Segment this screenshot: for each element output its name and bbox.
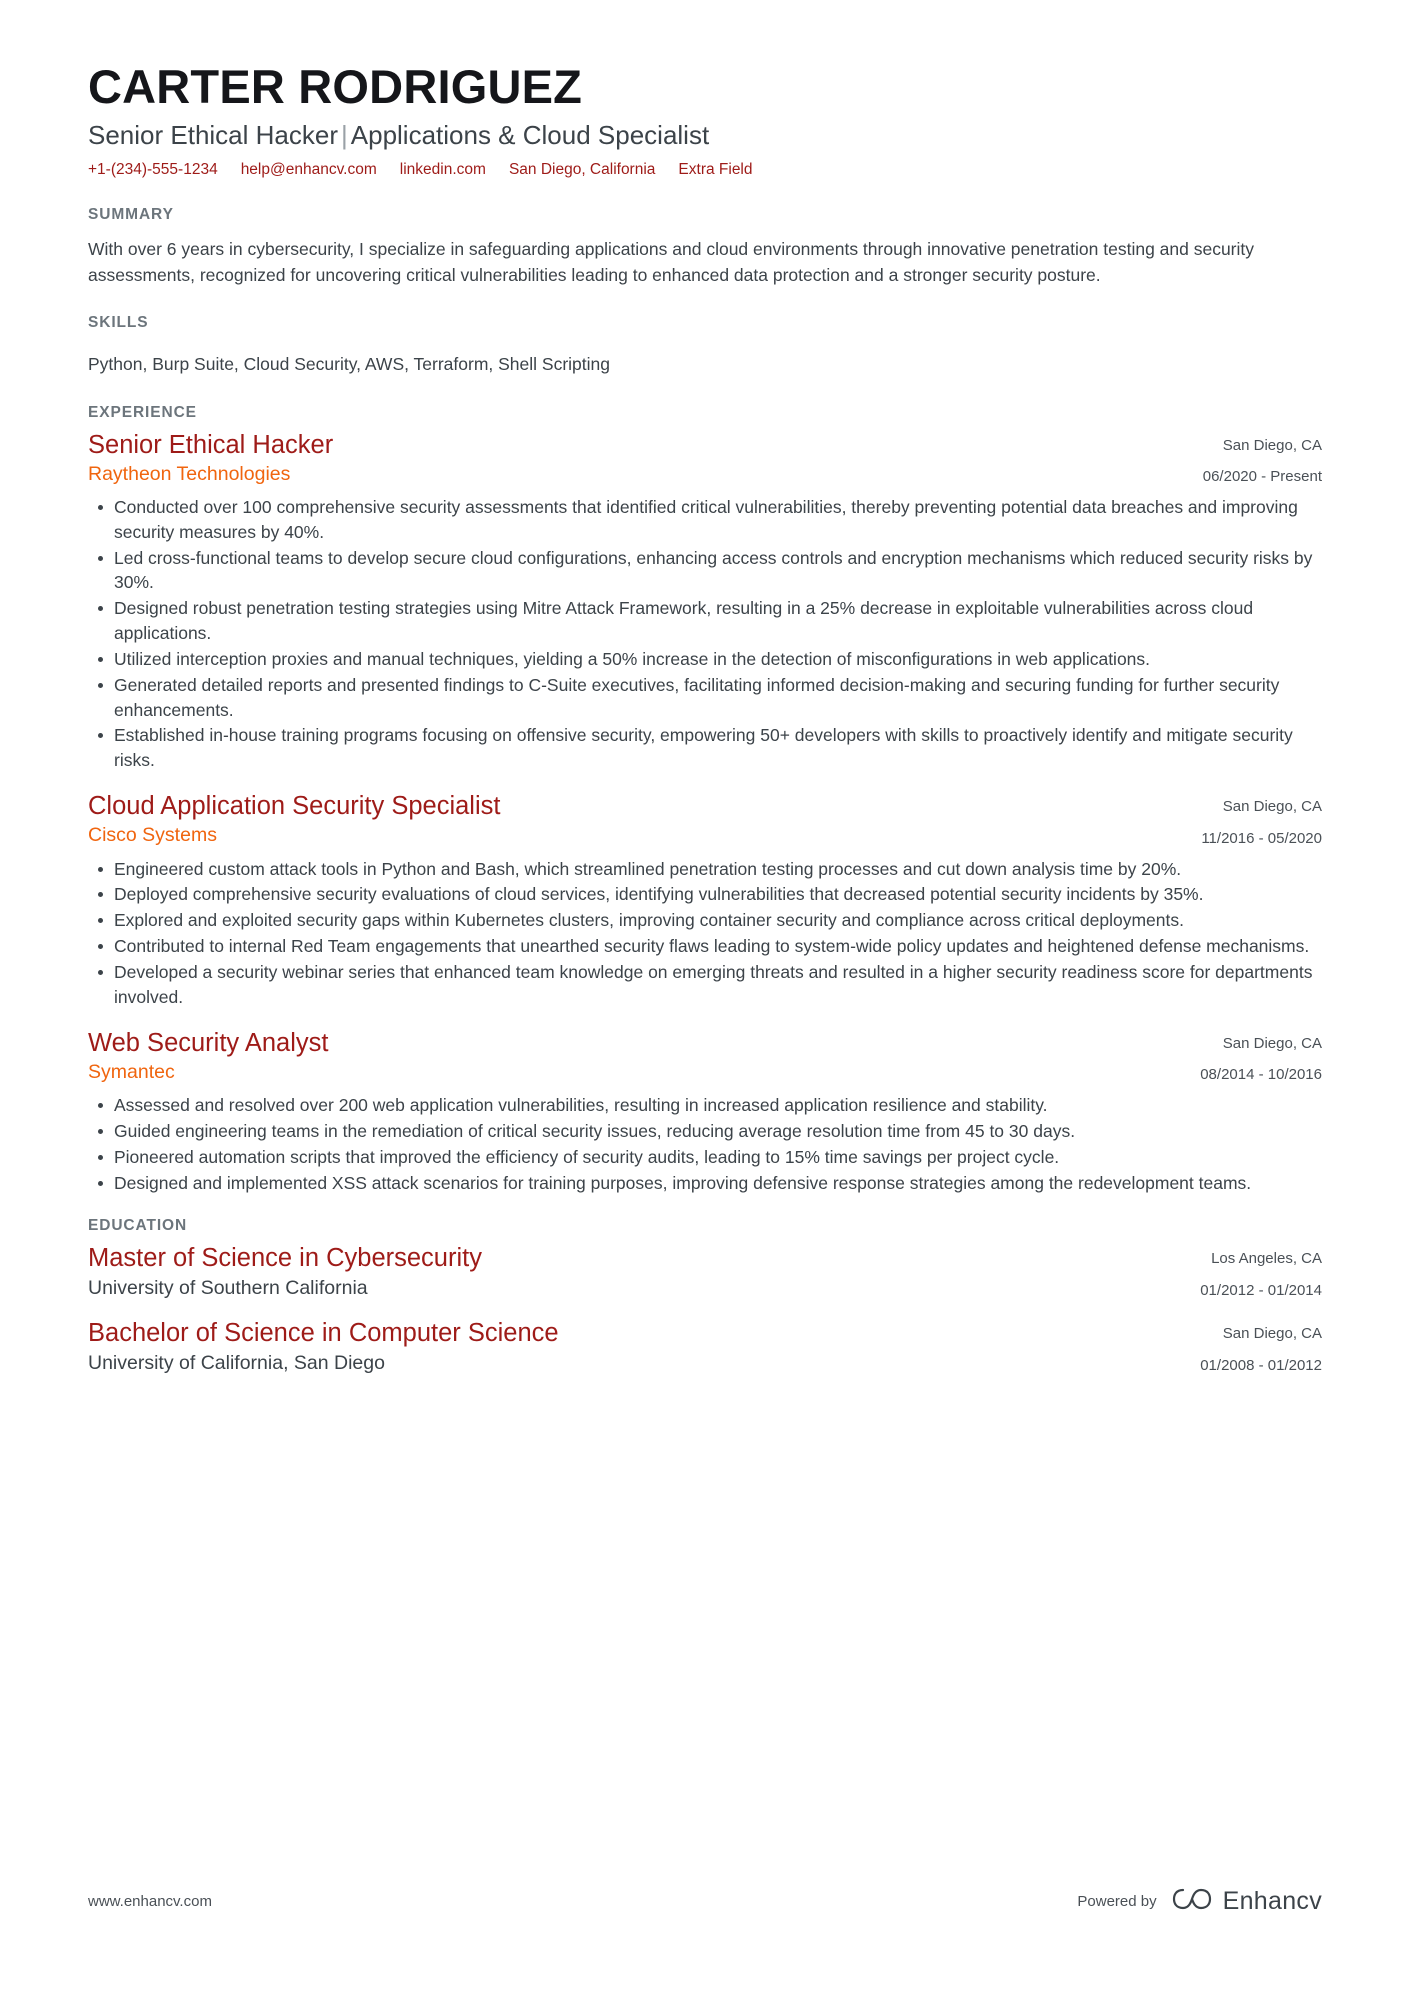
job-dates: 11/2016 - 05/2020	[1201, 829, 1322, 847]
job-bullet: Utilized interception proxies and manual techniques, yielding a 50% increase in the detection of misconfigurations in web applications.	[88, 647, 1322, 672]
job-location: San Diego, CA	[1222, 1034, 1322, 1052]
contact-linkedin[interactable]: linkedin.com	[399, 161, 486, 179]
job-bullet: Deployed comprehensive security evaluations of cloud services, identifying vulnerabilities that decreased potential security incidents by 35%.	[88, 882, 1322, 907]
job-bullet: Designed and implemented XSS attack scenarios for training purposes, improving defensive response strategies among the redevelopment teams.	[88, 1171, 1322, 1196]
summary-section	[88, 206, 1322, 288]
contact-location[interactable]: San Diego, California	[508, 161, 656, 179]
job-title: Cloud Application Security Specialist	[88, 792, 501, 821]
experience-entry-meta	[1181, 430, 1322, 488]
education-section	[88, 1217, 1322, 1376]
job-bullet-list	[88, 495, 1322, 773]
job-bullet: Conducted over 100 comprehensive security assessments that identified critical vulnerabilities, thereby preventing potential data breaches and improving security measures by 40%.	[88, 495, 1322, 545]
experience-heading: EXPERIENCE	[88, 403, 197, 421]
job-bullet: Contributed to internal Red Team engagements that unearthed security flaws leading to system-wide policy updates and heightened defense mechanisms.	[88, 934, 1322, 959]
education-heading: EDUCATION	[88, 1217, 188, 1235]
education-entry	[88, 1243, 1322, 1301]
headline-separator: |	[341, 119, 348, 150]
experience-entry	[88, 430, 1322, 774]
skills-heading: SKILLS	[88, 314, 149, 332]
job-bullet: Established in-house training programs focusing on offensive security, empowering 50+ developers with skills to proactively identify and mitigate security risks.	[88, 723, 1322, 773]
job-dates: 06/2020 - Present	[1202, 468, 1322, 486]
contact-row	[88, 160, 1322, 180]
experience-entry-main	[88, 430, 1181, 487]
degree-title: Master of Science in Cybersecurity	[88, 1244, 482, 1273]
contact-email[interactable]: help@enhancv.com	[240, 161, 377, 179]
company-name: Raytheon Technologies	[88, 462, 291, 485]
school-name: University of California, San Diego	[88, 1351, 385, 1374]
resume-header	[88, 62, 1322, 180]
job-bullet: Assessed and resolved over 200 web application vulnerabilities, resulting in increased application resilience and stability.	[88, 1093, 1322, 1118]
company-name: Symantec	[88, 1060, 175, 1083]
powered-by-label: Powered by	[1077, 1893, 1157, 1910]
job-title: Web Security Analyst	[88, 1028, 329, 1057]
education-entry-meta	[1178, 1318, 1322, 1376]
job-bullet: Explored and exploited security gaps within Kubernetes clusters, improving container security and compliance across critical deployments.	[88, 908, 1322, 933]
job-bullet-list	[88, 857, 1322, 1010]
headline-left: Senior Ethical Hacker	[88, 119, 338, 150]
contact-extra-field[interactable]: Extra Field	[678, 161, 753, 179]
school-location: Los Angeles, CA	[1211, 1250, 1322, 1268]
enhancv-infinity-icon	[1171, 1886, 1213, 1917]
summary-text: With over 6 years in cybersecurity, I specialize in safeguarding applications and cloud environments through innovative penetration testing and security assessments, recognized for uncovering critical vulnerabilities leading to enhanced data protection and a stronger security posture.	[88, 239, 1255, 285]
experience-section	[88, 404, 1322, 1196]
footer-branding	[1077, 1886, 1322, 1917]
school-dates: 01/2012 - 01/2014	[1200, 1282, 1322, 1300]
company-name: Cisco Systems	[88, 824, 217, 847]
footer-website-link[interactable]: www.enhancv.com	[88, 1893, 212, 1910]
enhancv-wordmark: Enhancv	[1222, 1887, 1322, 1915]
skills-list: Python, Burp Suite, Cloud Security, AWS, Terraform, Shell Scripting	[88, 354, 610, 375]
job-bullet: Engineered custom attack tools in Python and Bash, which streamlined penetration testing processes and cut down analysis time by 20%.	[88, 857, 1322, 882]
contact-phone[interactable]: +1-(234)-555-1234	[88, 161, 218, 179]
education-entry-main	[88, 1318, 1178, 1376]
skills-section	[88, 314, 1322, 377]
job-title: Senior Ethical Hacker	[88, 430, 334, 459]
page-title: CARTER RODRIGUEZ	[88, 60, 583, 113]
education-entry-main	[88, 1243, 1178, 1301]
job-bullet: Led cross-functional teams to develop secure cloud configurations, enhancing access controls and encryption mechanisms which reduced security risks by 30%.	[88, 546, 1322, 596]
job-bullet: Developed a security webinar series that enhanced team knowledge on emerging threats and resulted in a higher security readiness score for departments involved.	[88, 960, 1322, 1010]
job-bullet: Pioneered automation scripts that improved the efficiency of security audits, leading to 15% time savings per project cycle.	[88, 1145, 1322, 1170]
job-dates: 08/2014 - 10/2016	[1200, 1066, 1322, 1084]
education-entry-header	[88, 1318, 1322, 1376]
school-location: San Diego, CA	[1222, 1324, 1322, 1342]
job-location: San Diego, CA	[1222, 798, 1322, 816]
experience-entry-header	[88, 791, 1322, 849]
summary-heading: SUMMARY	[88, 206, 174, 224]
experience-entry-list	[88, 430, 1322, 1196]
education-entry-meta	[1178, 1243, 1322, 1301]
education-entry	[88, 1318, 1322, 1376]
enhancv-logo	[1171, 1886, 1322, 1917]
experience-entry	[88, 1028, 1322, 1196]
experience-entry-meta	[1179, 791, 1322, 849]
job-bullet: Designed robust penetration testing strategies using Mitre Attack Framework, resulting in a 25% decrease in exploitable vulnerabilities across cloud applications.	[88, 596, 1322, 646]
school-name: University of Southern California	[88, 1277, 368, 1300]
experience-entry-header	[88, 1028, 1322, 1086]
degree-title: Bachelor of Science in Computer Science	[88, 1318, 559, 1347]
experience-entry-meta	[1178, 1028, 1322, 1086]
experience-entry-header	[88, 430, 1322, 488]
headline-right: Applications & Cloud Specialist	[350, 119, 710, 150]
education-entry-list	[88, 1243, 1322, 1376]
school-dates: 01/2008 - 01/2012	[1200, 1356, 1322, 1374]
education-entry-header	[88, 1243, 1322, 1301]
experience-entry-main	[88, 791, 1179, 848]
job-bullet-list	[88, 1093, 1322, 1195]
job-bullet: Guided engineering teams in the remediation of critical security issues, reducing average resolution time from 45 to 30 days.	[88, 1119, 1322, 1144]
page-footer	[88, 1886, 1322, 1917]
experience-entry-main	[88, 1028, 1178, 1085]
job-bullet: Generated detailed reports and presented findings to C-Suite executives, facilitating informed decision-making and securing funding for further security enhancements.	[88, 673, 1322, 723]
professional-headline	[88, 119, 1322, 152]
job-location: San Diego, CA	[1222, 436, 1322, 454]
experience-entry	[88, 791, 1322, 1009]
